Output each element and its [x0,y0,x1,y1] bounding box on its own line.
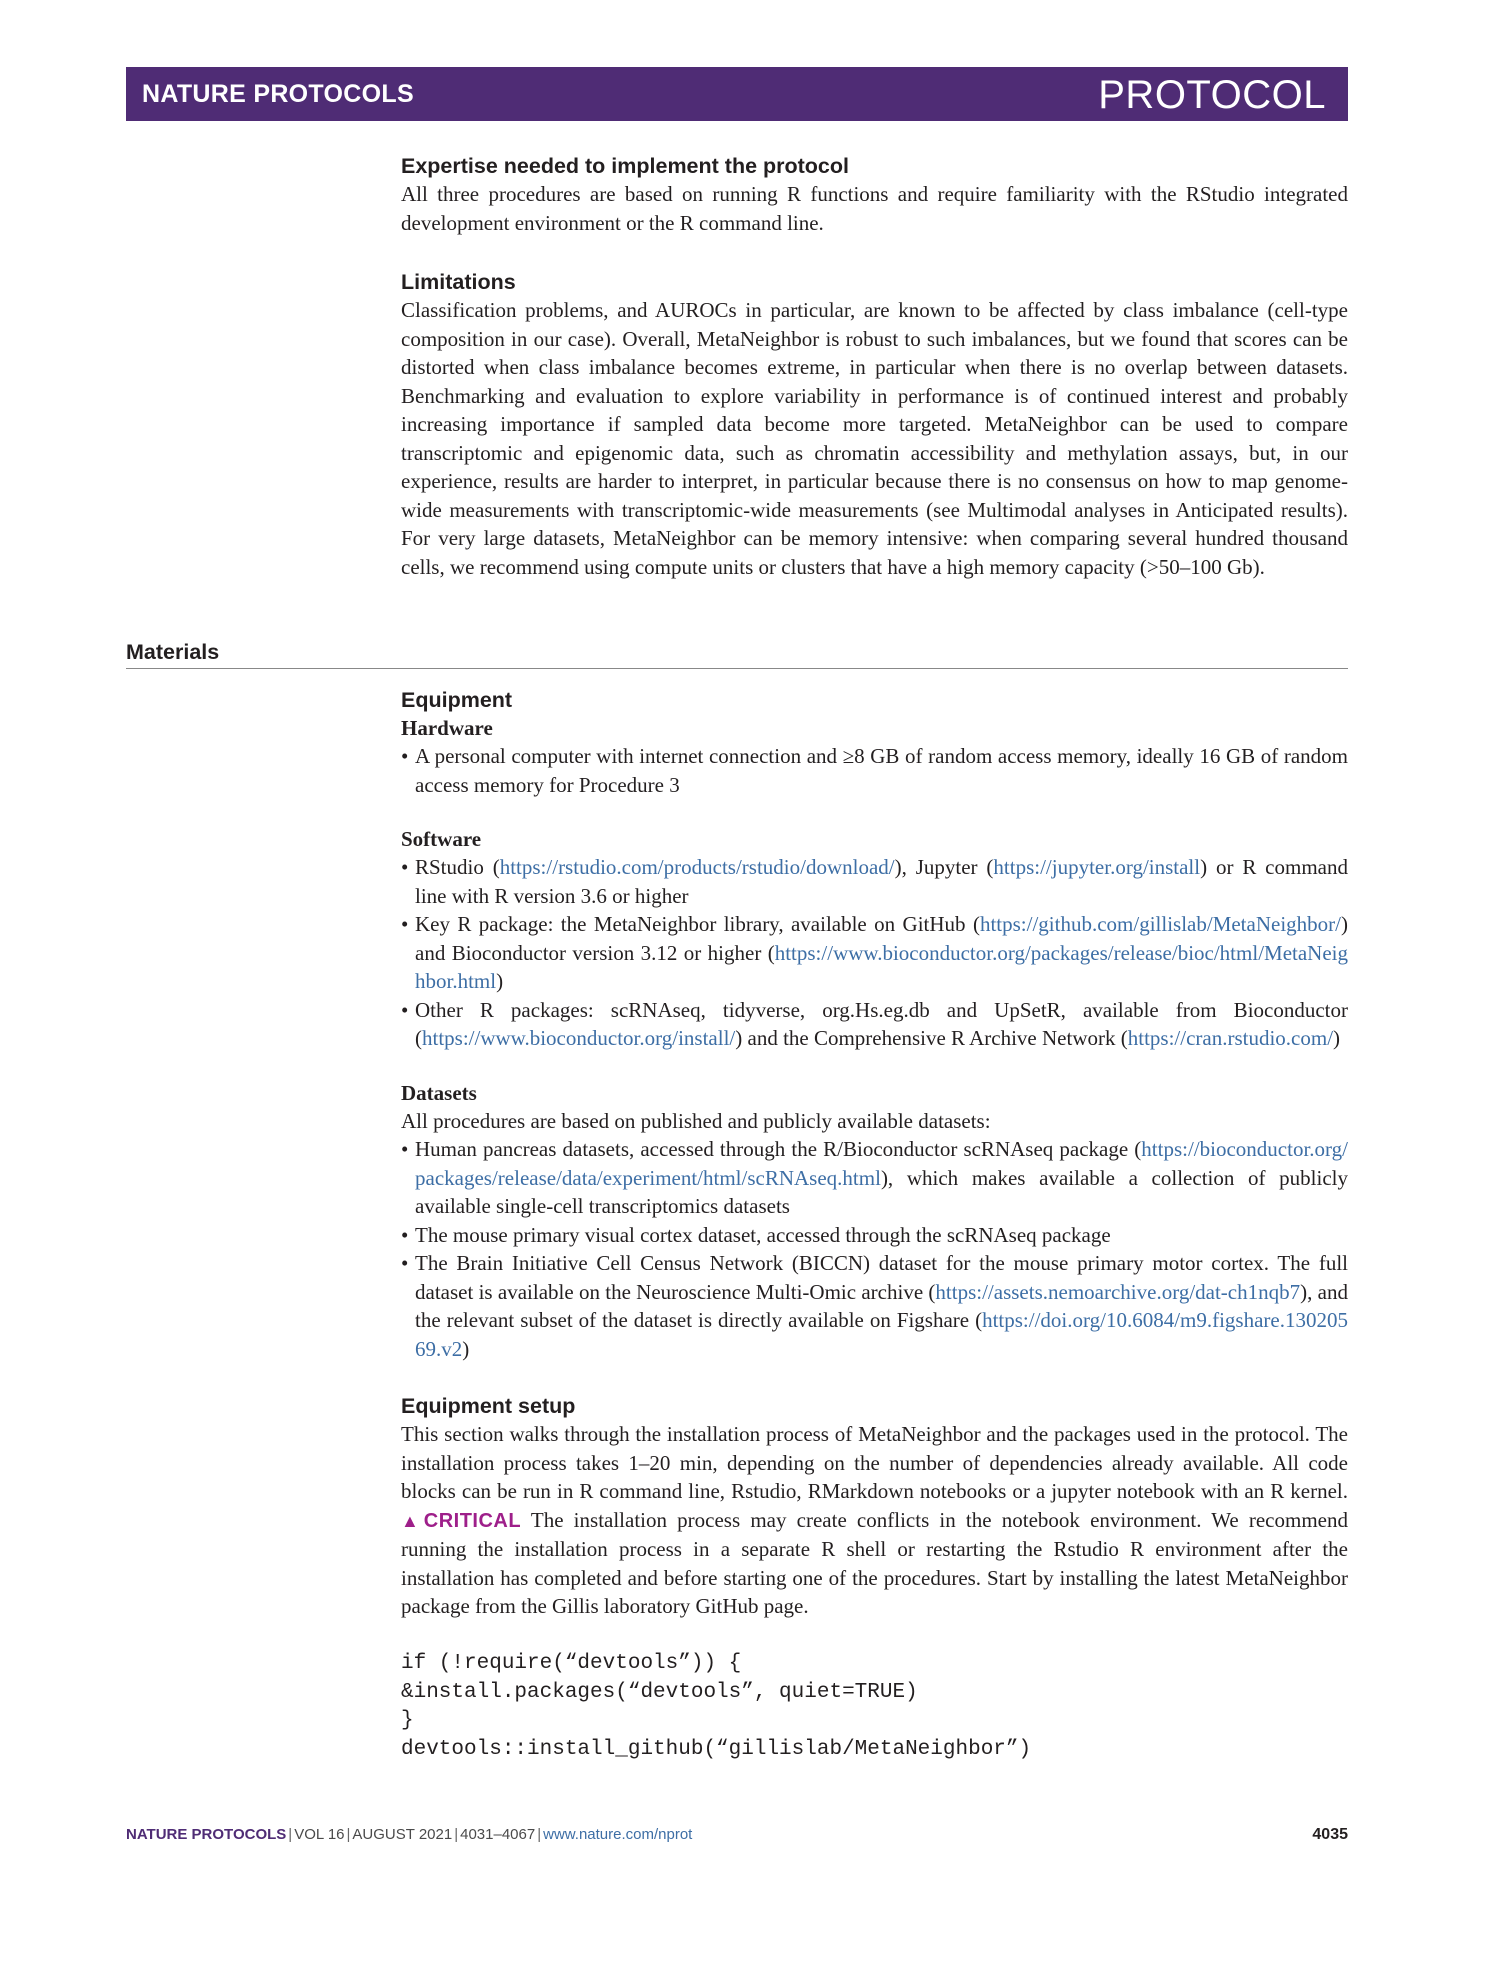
dataset-item-biccn [401,1249,1348,1363]
software-list [401,853,1348,1053]
hardware-list [401,742,1348,799]
limitations-text: Classification problems, and AUROCs in particular, are known to be affected by class imbalance (cell-type composition in our case). Overall, MetaNeighbor is robust to such imbalances, but we found that scores can be distorted when class imbalance becomes extreme, in particular when there is no overlap between datasets. Benchmarking and evaluation to explore variability in performance is of continued interest and probably increasing importance if sampled data become more targeted. MetaNeighbor can be used to compare transcriptomic and epigenomic data, such as chromatin accessibility and methylation assays, but, in our experience, results are harder to interpret, in particular because there is no consensus on how to map genome-wide measurements with transcriptomic-wide measurements (see Multimodal analyses in Anticipated results). For very large datasets, MetaNeighbor can be memory intensive: when comparing several hundred thousand cells, we recommend using compute units or clusters that have a high memory capacity (>50–100 Gb). [401,298,1348,579]
jupyter-install-link[interactable]: https://jupyter.org/install [993,855,1201,879]
critical-label: CRITICAL [423,1509,522,1532]
list-text: Other R packages: scRNAseq, tidyverse, org.Hs.eg.db and UpSetR, available from Bioconductor ( [415,997,1348,1050]
list-text: ) or R command line with R version 3.6 or higher [415,855,1348,908]
footer-separator: | [346,1826,351,1843]
equipment-setup-section [401,1392,1348,1621]
page-number: 4035 [1312,1826,1348,1843]
software-heading: Software [401,827,482,851]
expertise-section [401,152,1348,237]
dataset-item-pancreas [401,1135,1348,1221]
list-text: Key R package: the MetaNeighbor library, available on GitHub ( [415,912,980,936]
list-text: ) and Bioconductor version 3.12 or higher ( [415,912,1348,965]
list-text: RStudio ( [415,855,500,879]
list-text: ) [496,969,504,993]
github-metaneighbor-link[interactable]: https://github.com/gillislab/MetaNeighbor/ [979,912,1341,936]
list-text: ) [1333,1026,1341,1050]
list-text: ) and the Comprehensive R Archive Network ( [735,1026,1128,1050]
code-line: devtools::install_github(“gillislab/MetaNeighbor”) [401,1737,1032,1761]
expertise-text: All three procedures are based on running R functions and require familiarity with the RStudio integrated development environment or the R command line. [401,182,1348,235]
materials-section-label: Materials [126,640,220,664]
nemo-archive-link[interactable]: https://assets.nemoarchive.org/dat-ch1nqb7 [935,1279,1301,1304]
equipment-heading: Equipment [401,688,513,712]
list-text: ) [462,1336,470,1361]
equipment-setup-heading: Equipment setup [401,1394,576,1418]
bioconductor-metaneighbor-link[interactable]: https://www.bioconductor.org/packages/release/bioc/html/MetaNeighbor.html [415,940,1348,993]
limitations-section [401,268,1348,581]
footer-url-link[interactable]: www.nature.com/nprot [543,1826,693,1843]
footer-journal: NATURE PROTOCOLS [126,1826,287,1843]
critical-triangle-icon: ▲ [401,1510,424,1531]
cran-link[interactable]: https://cran.rstudio.com/ [1127,1026,1334,1050]
journal-name: NATURE PROTOCOLS [142,80,414,108]
list-text: ), and the relevant subset of the dataset is directly available on Figshare ( [415,1279,1348,1332]
scrnaseq-package-link[interactable]: https://bioconductor.org/packages/release/data/experiment/html/scRNAseq.html [415,1137,1348,1190]
list-text: ), Jupyter ( [894,855,994,879]
datasets-heading: Datasets [401,1080,477,1105]
software-item-rstudio [401,853,1348,910]
equipment-setup-text [401,1420,1348,1621]
section-divider [126,668,1348,669]
hardware-heading: Hardware [401,716,493,740]
datasets-list [401,1135,1348,1363]
datasets-intro: All procedures are based on published and publicly available datasets: [401,1108,991,1133]
code-line: } [401,1709,414,1732]
code-line: &install.packages(“devtools”, quiet=TRUE) [401,1680,918,1704]
footer-separator: | [288,1826,293,1843]
list-text: Human pancreas datasets, accessed through the R/Bioconductor scRNAseq package ( [415,1137,1142,1161]
footer-date: AUGUST 2021 [352,1826,453,1843]
list-text: The mouse primary visual cortex dataset, accessed through the scRNAseq package [415,1222,1111,1247]
bioconductor-install-link[interactable]: https://www.bioconductor.org/install/ [422,1026,736,1050]
setup-text-part: The installation process may create conflicts in the notebook environment. We recommend running the installation process in a separate R shell or restarting the Rstudio R environment after the installation has completed and before starting one of the procedures. Start by installing the latest MetaNeighbor package from the Gillis laboratory GitHub page. [401,1507,1348,1618]
hardware-item: • A personal computer with internet connection and ≥8 GB of random access memory, ideally 16 GB of random access memory for Procedure 3 [401,742,1348,799]
code-block [401,1650,1031,1764]
software-item-other-packages [401,996,1348,1053]
footer-volume: VOL 16 [294,1826,345,1843]
dataset-item-visual-cortex [401,1221,1348,1250]
limitations-heading: Limitations [401,270,516,294]
software-item-metaneighbor [401,910,1348,996]
equipment-section [401,686,1348,1363]
list-text: ), which makes available a collection of publicly available single-cell transcriptomics datasets [415,1165,1348,1218]
code-line: if (!require(“devtools”)) { [401,1652,742,1675]
rstudio-download-link[interactable]: https://rstudio.com/products/rstudio/download/ [499,855,895,879]
footer-separator: | [537,1826,542,1843]
setup-text-part: This section walks through the installation process of MetaNeighbor and the packages used in the protocol. The installation process takes 1–20 min, depending on the number of dependencies already available. All code blocks can be run in R command line, Rstudio, RMarkdown notebooks or a jupyter notebook with an R kernel. [401,1422,1348,1503]
footer-separator: | [454,1826,459,1843]
page-footer [126,1826,1348,1850]
journal-header-bar [126,67,1348,121]
list-text: The Brain Initiative Cell Census Network (BICCN) dataset for the mouse primary motor cortex. The full dataset is available on the Neuroscience Multi-Omic archive ( [415,1251,1348,1304]
figshare-link[interactable]: https://doi.org/10.6084/m9.figshare.13020569.v2 [415,1308,1348,1361]
article-type: PROTOCOL [1098,73,1326,117]
footer-pages: 4031–4067 [460,1826,536,1843]
expertise-heading: Expertise needed to implement the protocol [401,154,849,178]
